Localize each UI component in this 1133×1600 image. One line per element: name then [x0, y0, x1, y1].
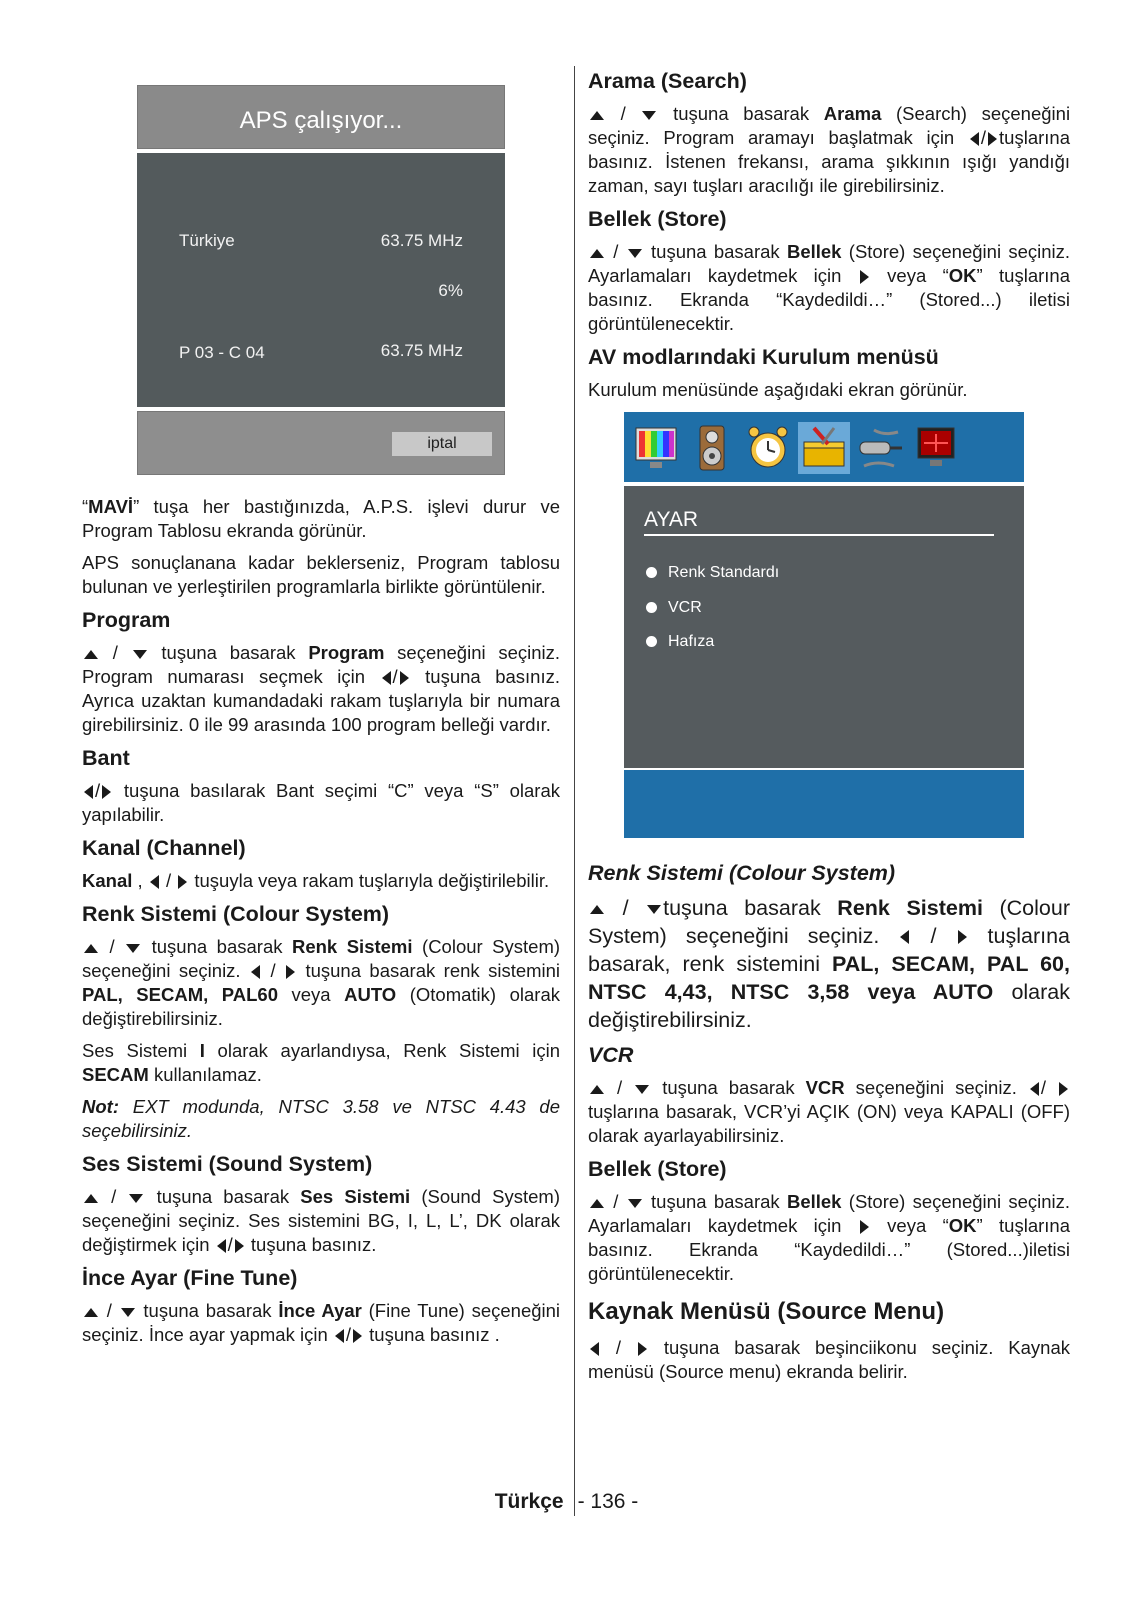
down-arrow-icon — [642, 111, 656, 120]
left-arrow-icon — [382, 671, 391, 685]
section-bellek-av: Bellek (Store) / tuşuna basarak Bellek (Store) seçeneğini seçiniz. Ayarlamaları kaydetmek için veya “OK” tuşlarına basınız. Ekranda “Kaydedildi…” (Stored...)iletisi görüntülenecektir. — [588, 1157, 1071, 1284]
aps-channel: P 03 - C 04 — [179, 343, 265, 362]
aps-percent: 6% — [438, 281, 463, 300]
source-monitor-icon[interactable] — [910, 422, 962, 474]
up-arrow-icon — [84, 650, 98, 659]
heading-bellek: Bellek (Store) — [588, 207, 727, 231]
connections-icon[interactable] — [854, 422, 906, 474]
toolbox-icon — [798, 422, 850, 474]
section-av-kurulum: AV modlarındaki Kurulum menüsü Kurulum menüsünde aşağıdaki ekran görünür. — [588, 344, 1070, 402]
bullet-icon — [646, 567, 657, 578]
heading-kanal: Kanal (Channel) — [82, 836, 246, 860]
up-arrow-icon — [590, 249, 604, 258]
right-arrow-icon — [638, 1342, 647, 1356]
down-arrow-icon — [126, 944, 140, 953]
left-arrow-icon — [970, 132, 979, 146]
menu-item-vcr[interactable]: VCR — [646, 599, 702, 617]
right-arrow-icon — [400, 671, 409, 685]
heading-vcr: VCR — [588, 1043, 634, 1067]
left-arrow-icon — [335, 1329, 344, 1343]
down-arrow-icon — [121, 1308, 135, 1317]
left-arrow-icon — [84, 785, 93, 799]
section-bant: Bant / tuşuna basılarak Bant seçimi “C” veya “S” olarak yapılabilir. — [82, 746, 561, 825]
page-footer — [0, 1490, 1133, 1514]
down-arrow-icon — [133, 650, 147, 659]
footer-language: Türkçe — [494, 1490, 564, 1513]
up-arrow-icon — [590, 1085, 604, 1094]
up-arrow-icon — [84, 1308, 98, 1317]
down-arrow-icon — [628, 1199, 642, 1208]
intro-paragraph-1: “MAVİ” tuşa her bastığınızda, A.P.S. işlevi durur ve Program Tablosu ekranda görünür. — [82, 496, 560, 541]
left-column — [82, 68, 560, 1355]
bullet-icon — [646, 636, 657, 647]
picture-icon[interactable] — [630, 422, 682, 474]
left-arrow-icon — [251, 965, 260, 979]
right-arrow-icon — [286, 965, 295, 979]
heading-renk-sistemi: Renk Sistemi (Colour System) — [82, 902, 390, 926]
heading-bant: Bant — [82, 746, 130, 770]
up-arrow-icon — [590, 1199, 604, 1208]
cancel-button[interactable]: iptal — [392, 432, 492, 456]
menu-title-underline — [644, 534, 994, 536]
down-arrow-icon — [129, 1194, 143, 1203]
left-arrow-icon — [900, 930, 909, 944]
down-arrow-icon — [647, 905, 661, 914]
right-arrow-icon — [860, 270, 869, 284]
heading-ses-sistemi: Ses Sistemi (Sound System) — [82, 1152, 373, 1176]
right-arrow-icon — [1059, 1082, 1068, 1096]
heading-av-kurulum: AV modlarındaki Kurulum menüsü — [588, 345, 939, 369]
aps-screen — [137, 85, 505, 475]
up-arrow-icon — [84, 1194, 98, 1203]
section-bellek: Bellek (Store) / tuşuna basarak Bellek (Store) seçeneğini seçiniz. Ayarlamaları kaydetmek için veya “OK” tuşlarına basınız. Ekranda “Kaydedildi…” (Stored...) iletisi görüntülenecektir. — [588, 207, 1071, 334]
right-arrow-icon — [860, 1220, 869, 1234]
aps-frequency-2: 63.75 MHz — [380, 341, 463, 360]
aps-country: Türkiye — [179, 231, 235, 250]
section-vcr: VCR / tuşuna basarak VCR seçeneğini seçiniz. / tuşlarına basarak, VCR’yi AÇIK (ON) veya KAPALI (OFF) olarak ayarlayabilirsiniz. — [588, 1043, 1070, 1146]
aps-title: APS çalışıyor... — [137, 85, 505, 149]
right-arrow-icon — [178, 875, 187, 889]
section-program: Program / tuşuna basarak Program seçeneğini seçiniz. Program numarası seçmek için / tuşuna basınız. Ayrıca uzaktan kumandadaki rakam tuşlarıyla bir numara girebilirsiniz. 0 ile 99 arasında 100 program belleği vardır. — [82, 608, 561, 735]
right-arrow-icon — [235, 1239, 244, 1253]
menu-icon-bar — [624, 412, 1024, 482]
right-arrow-icon — [102, 785, 111, 799]
right-arrow-icon — [988, 132, 997, 146]
left-arrow-icon — [150, 875, 159, 889]
heading-arama: Arama (Search) — [588, 69, 747, 93]
right-arrow-icon — [353, 1329, 362, 1343]
note: Not: EXT modunda, NTSC 3.58 ve NTSC 4.43 de seçebilirsiniz. — [82, 1096, 561, 1141]
setup-icon-selected[interactable] — [798, 422, 850, 474]
section-kanal: Kanal (Channel) Kanal , / tuşuyla veya rakam tuşlarıyla değiştirilebilir. — [82, 835, 560, 893]
heading-kaynak: Kaynak Menüsü (Source Menu) — [588, 1298, 945, 1325]
left-arrow-icon — [1030, 1082, 1039, 1096]
down-arrow-icon — [635, 1085, 649, 1094]
page-number: - 136 - — [577, 1490, 639, 1513]
intro-paragraph-2: APS sonuçlanana kadar beklerseniz, Program tablosu bulunan ve yerleştirilen programlarla birlikte görüntülenir. — [82, 552, 560, 597]
bullet-icon — [646, 602, 657, 613]
heading-renk-sistemi-av: Renk Sistemi (Colour System) — [588, 861, 896, 885]
av-setup-menu-screen — [624, 412, 1024, 838]
heading-program: Program — [82, 608, 171, 632]
section-kaynak: Kaynak Menüsü (Source Menu) / tuşuna basarak beşinciikonu seçiniz. Kaynak menüsü (Source menu) ekranda belirir. — [588, 1298, 1070, 1382]
aps-body — [137, 153, 505, 407]
menu-title: AYAR — [644, 508, 699, 531]
column-divider — [574, 66, 575, 1516]
section-ses-sistemi: Ses Sistemi (Sound System) / tuşuna basarak Ses Sistemi (Sound System) seçeneğini seçiniz. Ses sistemini BG, I, L, L’, DK olarak değiştirmek için / tuşuna basınız. — [82, 1152, 560, 1255]
speaker-icon[interactable] — [686, 422, 738, 474]
aps-footer — [137, 411, 505, 475]
section-ince-ayar: İnce Ayar (Fine Tune) / tuşuna basarak İnce Ayar (Fine Tune) seçeneğini seçiniz. İnce ayar yapmak için / tuşuna basınız . — [82, 1266, 561, 1345]
alarm-clock-icon[interactable] — [742, 422, 794, 474]
left-arrow-icon — [590, 1342, 599, 1356]
menu-item-renk-standardi[interactable]: Renk Standardı — [646, 564, 779, 582]
right-arrow-icon — [958, 930, 967, 944]
right-column — [588, 68, 1070, 1392]
heading-ince-ayar: İnce Ayar (Fine Tune) — [82, 1266, 298, 1290]
menu-panel — [624, 486, 1024, 768]
section-renk-sistemi: Renk Sistemi (Colour System) / tuşuna basarak Renk Sistemi (Colour System) seçeneğini seçiniz. / tuşuna basarak renk sistemini PAL, SECAM, PAL60 veya AUTO (Otomatik) olarak değiştirebilirsiniz. Ses Sistemi I olarak ayarlandıysa, Renk Sistemi için SECAM kullanılamaz. Not: EXT modunda, NTSC 3.58 ve NTSC 4.43 de seçebilirsiniz. — [82, 902, 561, 1141]
section-arama: Arama (Search) / tuşuna basarak Arama (Search) seçeneğini seçiniz. Program aramayı başlatmak için / tuşlarına basınız. İstenen frekansı, arama şıkkının ışığı yandığı zaman, sayı tuşları aracılığı ile girebilirsiniz. — [588, 69, 1071, 196]
left-arrow-icon — [217, 1239, 226, 1253]
up-arrow-icon — [590, 111, 604, 120]
up-arrow-icon — [84, 944, 98, 953]
heading-bellek-av: Bellek (Store) — [588, 1157, 727, 1181]
menu-bottom-bar — [624, 770, 1024, 838]
up-arrow-icon — [590, 905, 604, 914]
aps-frequency: 63.75 MHz — [380, 231, 463, 250]
menu-item-hafiza[interactable]: Hafıza — [646, 633, 714, 651]
section-renk-sistemi-av: Renk Sistemi (Colour System) / tuşuna basarak Renk Sistemi (Colour System) seçeneğini seçiniz. / tuşlarına basarak, renk sistemini PAL, SECAM, PAL 60, NTSC 4,43, NTSC 3,58 veya AUTO olarak değiştirebilirsiniz. — [588, 861, 1071, 1032]
down-arrow-icon — [628, 249, 642, 258]
